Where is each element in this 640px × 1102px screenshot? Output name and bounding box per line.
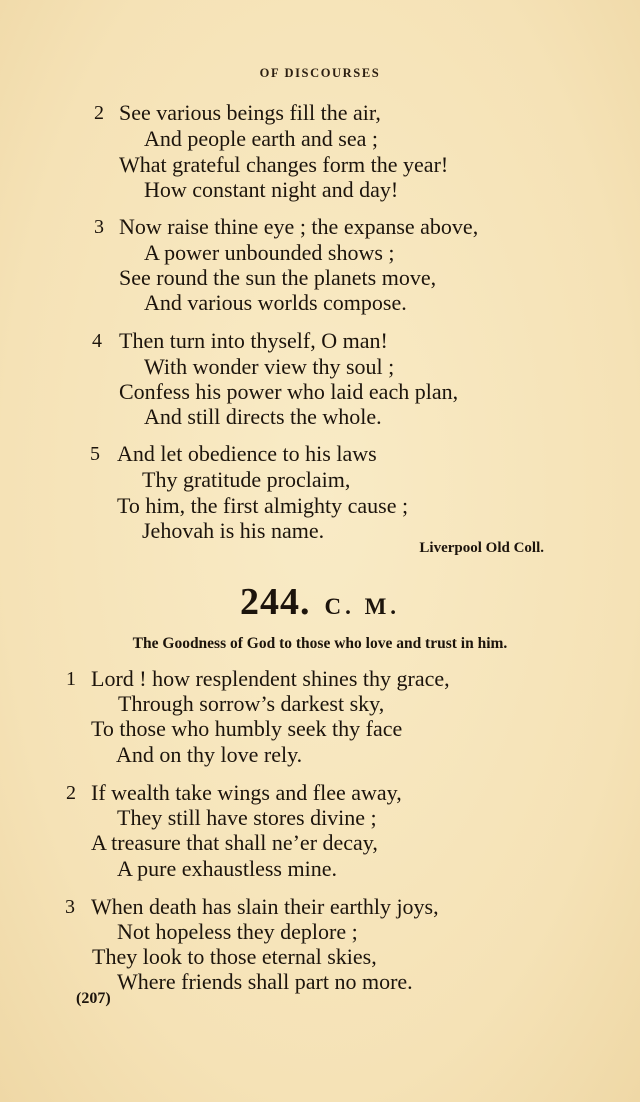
running-header: OF DISCOURSES [259,66,381,80]
verse-line: A power unbounded shows ; [144,240,395,265]
page-number: (207) [76,990,111,1007]
verse-line: See round the sun the planets move, [119,265,437,290]
stanza-number: 3 [94,216,104,238]
verse-line: A pure exhaustless mine. [117,856,337,881]
stanza-number: 5 [90,443,100,465]
verse-line: They still have stores divine ; [117,805,377,830]
verse-line: And still directs the whole. [144,404,382,429]
verse-line: Not hopeless they deplore ; [117,919,358,944]
hymn-meter: C. M. [324,594,401,619]
verse-line: Thy gratitude proclaim, [142,467,351,492]
hymn-number: 244. [239,581,311,623]
hymn-heading [0,580,640,624]
verse-line: And various worlds compose. [144,290,407,315]
verse-line: They look to those eternal skies, [92,944,377,969]
verse-line: If wealth take wings and flee away, [91,780,402,805]
verse-line: Lord ! how resplendent shines thy grace, [91,666,450,691]
stanza-number: 1 [66,668,76,690]
verse-line: Confess his power who laid each plan, [119,379,459,404]
verse-line: Through sorrow’s darkest sky, [118,691,385,716]
hymn-source-attribution: Liverpool Old Coll. [419,540,544,556]
verse-line: To him, the first almighty cause ; [117,493,409,518]
verse-line: To those who humbly seek thy face [91,716,403,741]
verse-line: A treasure that shall ne’er decay, [91,830,378,855]
verse-line: Then turn into thyself, O man! [119,328,388,353]
stanza-number: 3 [65,896,75,918]
verse-line: How constant night and day! [144,177,399,202]
verse-line: And on thy love rely. [116,742,303,767]
verse-line: And let obedience to his laws [117,441,377,466]
verse-line: What grateful changes form the year! [119,152,449,177]
verse-line: And people earth and sea ; [144,126,378,151]
hymn-subtitle: The Goodness of God to those who love and trust in him. [132,635,508,652]
verse-line: Now raise thine eye ; the expanse above, [119,214,479,239]
verse-line: With wonder view thy soul ; [144,354,395,379]
verse-line: Where friends shall part no more. [117,969,413,994]
stanza-number: 2 [94,102,104,124]
verse-line: When death has slain their earthly joys, [91,894,439,919]
stanza-number: 4 [92,330,102,352]
verse-line: See various beings fill the air, [119,100,381,125]
verse-line: Jehovah is his name. [142,518,325,543]
stanza-number: 2 [66,782,76,804]
